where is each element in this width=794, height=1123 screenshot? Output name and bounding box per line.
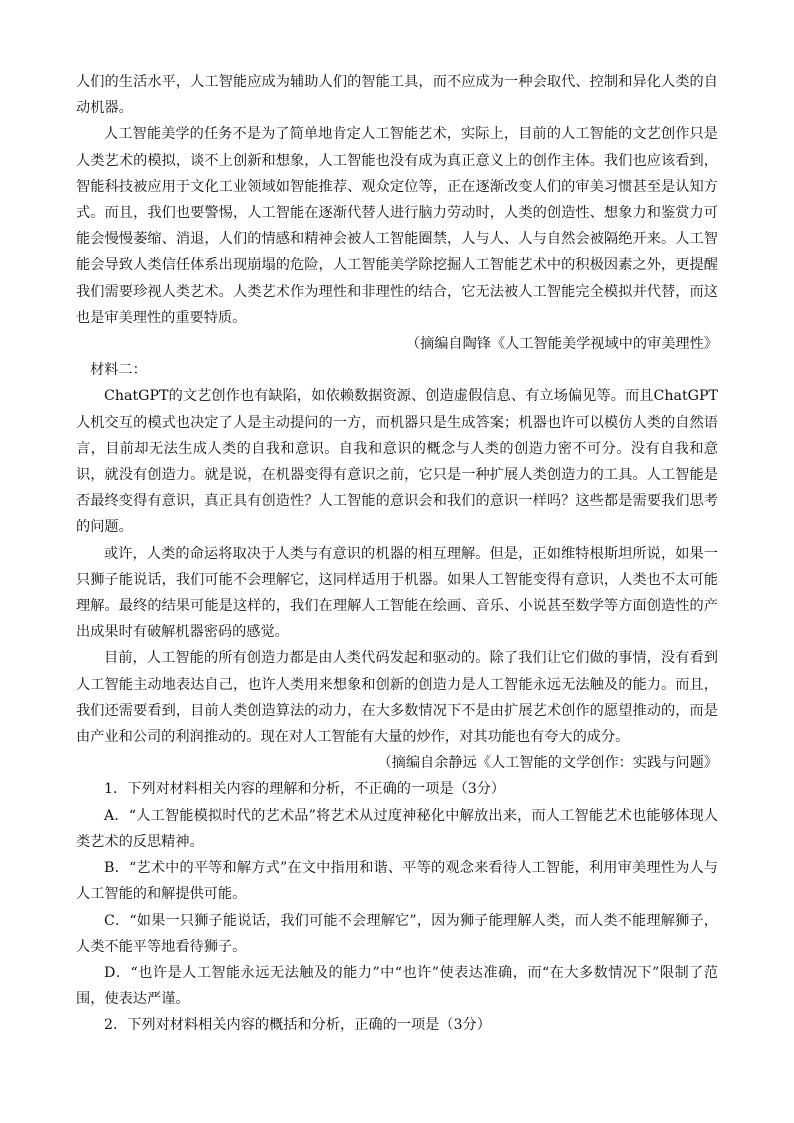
document-body — [76, 69, 718, 1039]
question-1-option-d: D．“也许是人工智能永远无法触及的能力”中“也许”使表达准确，而“在大多数情况下”限制了范围，使表达严谨。 — [76, 964, 718, 1008]
material-2-heading: 材料二： — [90, 362, 147, 379]
source-citation-1: （摘编自陶锋《人工智能美学视域中的审美理性》 — [405, 336, 718, 353]
question-1-option-a: A．“人工智能模拟时代的艺术品”将艺术从过度神秘化中解放出来，而人工智能艺术也能够体现人类艺术的反思精神。 — [76, 807, 718, 850]
paragraph-intro: 人们的生活水平，人工智能应成为辅助人们的智能工具，而不应成为一种会取代、控制和异化人类的自动机器。 — [76, 74, 718, 117]
paragraph-ai-aesthetics: 人工智能美学的任务不是为了简单地肯定人工智能艺术，实际上，目前的人工智能的文艺创作只是人类艺术的模拟，谈不上创新和想象，人工智能也没有成为真正意义上的创作主体。我们也应该看到，智能科技被应用于文化工业领域如智能推荐、观众定位等，正在逐渐改变人们的审美习惯甚至是认知方式。而且，我们也要警惕，人工智能在逐渐代替人进行脑力劳动时，人类的创造性、想象力和鉴赏力可能会慢慢萎缩、消退，人们的情感和精神会被人工智能圈禁，人与人、人与自然会被隔绝开来。人工智能会导致人类信任体系出现崩塌的危险，人工智能美学除挖掘人工智能艺术中的积极因素之外，更提醒我们需要珍视人类艺术。人类艺术作为理性和非理性的结合，它无法被人工智能完全模拟并代替，而这也是审美理性的重要特质。 — [76, 126, 718, 326]
question-1-option-b: B．“艺术中的平等和解方式”在文中指用和谐、平等的观念来看待人工智能，利用审美理性为人与人工智能的和解提供可能。 — [76, 860, 718, 903]
paragraph-chatgpt: ChatGPT的文艺创作也有缺陷，如依赖数据资源、创造虚假信息、有立场偏见等。而且ChatGPT人机交互的模式也决定了人是主动提问的一方，而机器只是生成答案；机器也许可以模仿人类的自然语言，目前却无法生成人类的自我和意识。自我和意识的概念与人类的创造力密不可分。没有自我和意识，就没有创造力。就是说，在机器变得有意识之前，它只是一种扩展人类创造力的工具。人工智能是否最终变得有意识，真正具有创造性？人工智能的意识会和我们的意识一样吗？这些都是需要我们思考的问题。 — [76, 388, 718, 536]
paragraph-creativity: 目前，人工智能的所有创造力都是由人类代码发起和驱动的。除了我们让它们做的事情，没有看到人工智能主动地表达自己，也许人类用来想象和创新的创造力是人工智能永远无法触及的能力。而且，我们还需要看到，目前人类创造算法的动力，在大多数情况下不是由扩展艺术创作的愿望推动的，而是由产业和公司的利润推动的。现在对人工智能有大量的炒作，对其功能也有夸大的成分。 — [76, 650, 718, 746]
question-1-option-c: C．“如果一只狮子能说话，我们可能不会理解它”，因为狮子能理解人类，而人类不能理解狮子，人类不能平等地看待狮子。 — [76, 912, 718, 955]
question-1: 1．下列对材料相关内容的理解和分析，不正确的一项是（3分） — [104, 781, 506, 798]
source-citation-2: （摘编自余静远《人工智能的文学创作：实践与问题》 — [377, 755, 718, 772]
question-2: 2．下列对材料相关内容的概括和分析，正确的一项是（3分） — [104, 1017, 491, 1034]
paragraph-mutual-understanding: 或许，人类的命运将取决于人类与有意识的机器的相互理解。但是，正如维特根斯坦所说，如果一只狮子能说话，我们可能不会理解它，这同样适用于机器。如果人工智能变得有意识，人类也不太可能理解。最终的结果可能是这样的，我们在理解人工智能在绘画、音乐、小说甚至数学等方面创造性的产出成果时有破解机器密码的感觉。 — [76, 545, 718, 641]
